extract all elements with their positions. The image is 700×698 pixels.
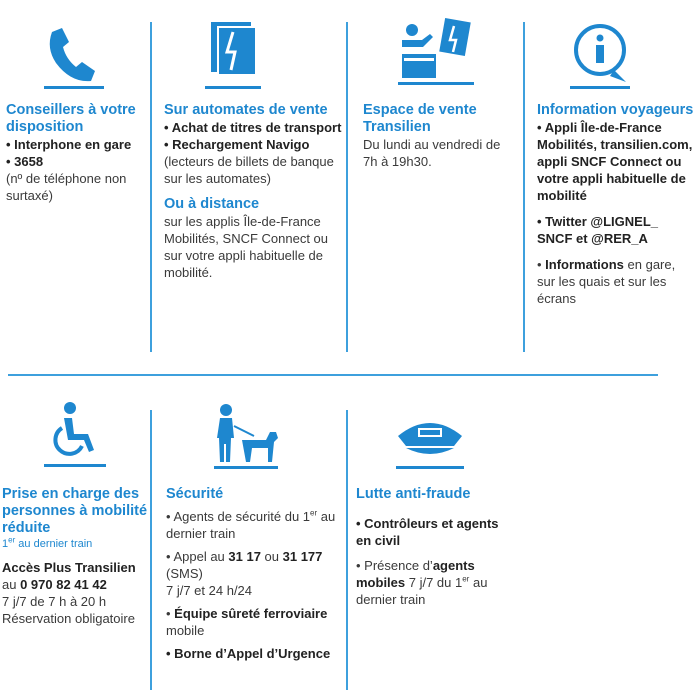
fraude-section (356, 486, 516, 608)
securite-bullet-agents: • Agents de sécurité du 1er au dernier train (166, 508, 336, 541)
distance-title: Ou à distance (164, 196, 260, 212)
phone-icon (38, 22, 108, 92)
divider-v4 (150, 410, 152, 690)
conseillers-section (6, 102, 148, 204)
pmr-hours: 7 j/7 de 7 h à 20 h (2, 594, 107, 609)
divider-v1 (150, 22, 152, 352)
fraude-title: Lutte anti-fraude (356, 486, 471, 502)
wheelchair-icon (42, 400, 112, 470)
pmr-acces: Accès Plus Transilien (2, 560, 136, 575)
securite-bullet-equipe: • Équipe sûreté ferroviaire mobile (166, 606, 328, 638)
conseillers-bullet-3658: • 3658 (6, 154, 44, 169)
distance-text: sur les applis Île-de-France Mobilités, SNCF Connect ou sur votre appli habituelle de mobilité. (164, 214, 329, 280)
automates-bullet-achat: • Achat de titres de transport (164, 120, 342, 135)
pmr-title: Prise en charge des personnes à mobilité réduite (2, 486, 148, 536)
controller-cap-icon (392, 414, 468, 472)
conseillers-note: (nº de téléphone non surtaxé) (6, 171, 127, 203)
divider-v2 (346, 22, 348, 352)
espace-section (363, 102, 513, 170)
securite-title: Sécurité (166, 486, 224, 502)
divider-h (8, 374, 658, 376)
information-section (537, 102, 695, 307)
divider-v5 (346, 410, 348, 690)
espace-title: Espace de vente Transilien (363, 102, 477, 135)
espace-text: Du lundi au vendredi de 7h à 19h30. (363, 137, 501, 169)
pmr-subtitle: 1er au dernier train (2, 535, 93, 550)
information-bullet-applis: • Appli Île-de-France Mobilités, transilien.com, appli SNCF Connect ou votre appli habituelle de mobilité (537, 120, 693, 203)
automates-title: Sur automates de vente (164, 102, 328, 118)
security-dog-icon (212, 402, 282, 470)
divider-v3 (523, 22, 525, 352)
securite-bullet-appel: • Appel au 31 17 ou 31 177 (SMS) 7 j/7 et 24 h/24 (166, 549, 323, 598)
fraude-bullet-presence: • Présence d’agents mobiles 7 j/7 du 1er au dernier train (356, 558, 488, 607)
ticket-icon (203, 18, 263, 92)
info-icon (570, 20, 634, 90)
automates-note: (lecteurs de billets de banque sur les automates) (164, 154, 334, 186)
information-title: Information voyageurs (537, 102, 694, 118)
pmr-resa: Réservation obligatoire (2, 611, 135, 626)
pmr-phone-line: au 0 970 82 41 42 (2, 577, 107, 592)
information-bullet-gare: • Informations en gare, sur les quais et sur les écrans (537, 257, 676, 306)
ticket-desk-icon (398, 16, 478, 92)
automates-section (164, 102, 342, 281)
securite-section (166, 486, 342, 662)
securite-bullet-borne: • Borne d’Appel d’Urgence (166, 646, 331, 661)
information-bullet-twitter: • Twitter @LIGNEL_ SNCF et @RER_A (537, 214, 659, 246)
automates-bullet-navigo: • Rechargement Navigo (164, 137, 310, 152)
fraude-bullet-controleurs: • Contrôleurs et agents en civil (356, 516, 499, 548)
conseillers-bullet-interphone: • Interphone en gare (6, 137, 132, 152)
conseillers-title: Conseillers à votre disposition (6, 102, 136, 135)
pmr-section (2, 486, 148, 627)
pmr-phone: 0 970 82 41 42 (20, 577, 107, 592)
